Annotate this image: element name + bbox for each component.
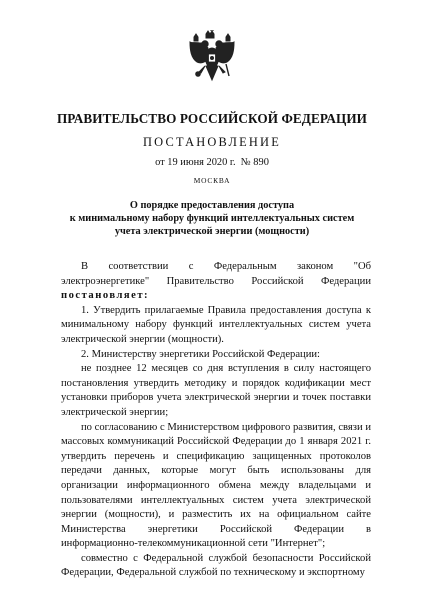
coat-of-arms-icon: [187, 30, 237, 86]
document-type: ПОСТАНОВЛЕНИЕ: [143, 135, 281, 149]
preamble-text: В соответствии с Федеральным законом "Об электроэнергетике" Правительство Российской Федерации: [61, 261, 371, 287]
document-city: МОСКВА: [193, 176, 231, 185]
document-body: [61, 260, 371, 581]
decree-word: постановляет:: [61, 290, 150, 302]
paragraph-subitem: совместно с Федеральной службой безопасности Российской Федерации, Федеральной службой по техническому и экспортному: [61, 552, 371, 579]
subject-line: к минимальному набору функций интеллектуальных систем: [69, 213, 355, 225]
paragraph-subitem: не позднее 12 месяцев со дня вступления в силу настоящего постановления утвердить методику и порядок кодификации мест установки приборов учета электрической энергии и точек поставки электрической энергии;: [61, 363, 371, 418]
document-date-number: от 19 июня 2020 г. № 890: [155, 157, 269, 168]
document-subject: [60, 199, 364, 239]
subject-line: учета электрической энергии (мощности): [114, 226, 310, 238]
paragraph-item-2: 2. Министерству энергетики Российской Федерации:: [81, 348, 320, 360]
subject-line: О порядке предоставления доступа: [129, 200, 295, 211]
paragraph-preamble: [61, 260, 371, 304]
government-title: ПРАВИТЕЛЬСТВО РОССИЙСКОЙ ФЕДЕРАЦИИ: [56, 111, 368, 126]
paragraph-subitem: по согласованию с Министерством цифрового развития, связи и массовых коммуникаций Российской Федерации до 1 января 2021 г. утвердить перечень и спецификацию защищенных протоколов передачи данных, которые могут быть использованы для организации информационного обмена между владельцами и пользователями интеллектуальных систем учета электрической энергии (мощности), и разместить их на официальном сайте Министерства энергетики Российской Федерации в информационно-телекоммуникационной сети "Интернет";: [61, 421, 371, 550]
paragraph-item-1: 1. Утвердить прилагаемые Правила предоставления доступа к минимальному набору функций интеллектуальных систем учета электрической энергии (мощности).: [61, 304, 371, 345]
